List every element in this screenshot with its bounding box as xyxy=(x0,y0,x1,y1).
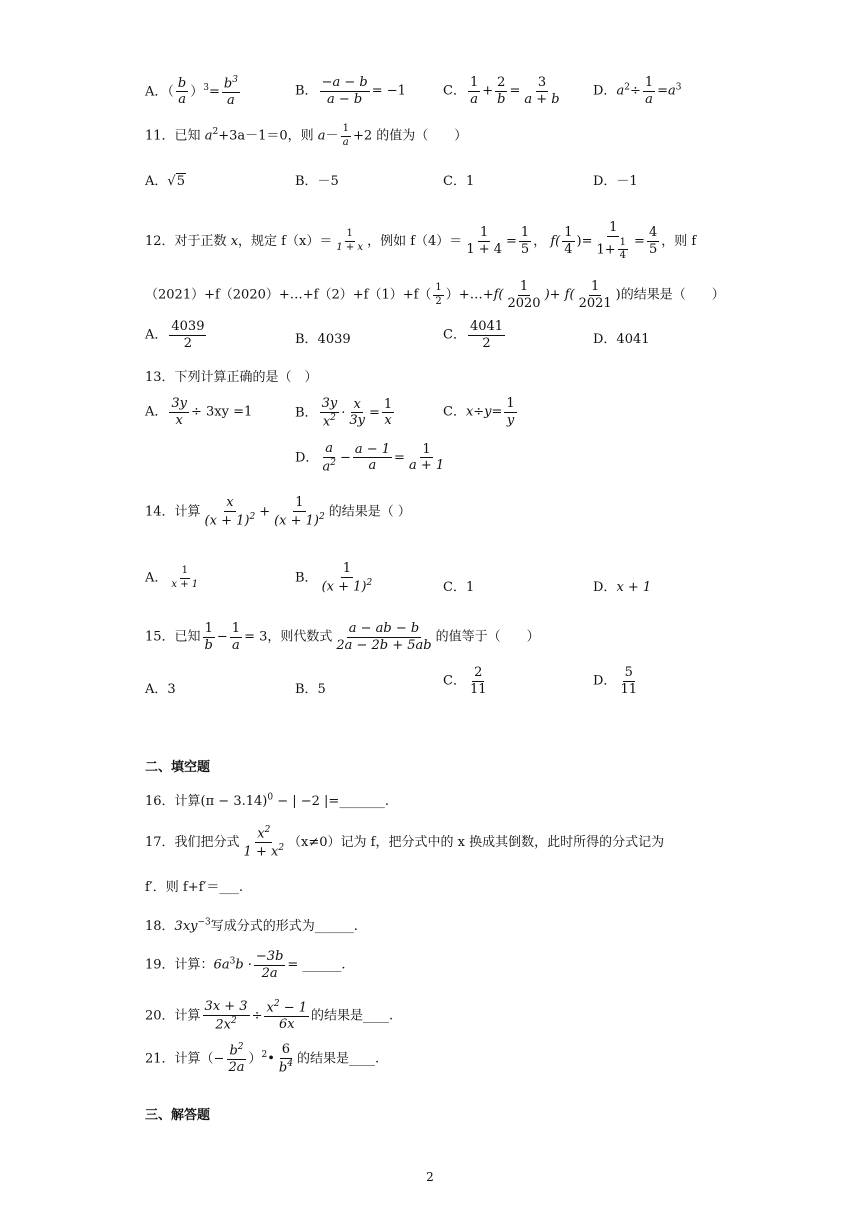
q12-stem: 12．对于正数 x，规定 f（x）＝ $\frac{1}{1 + x}$ ，例如 f（4）＝ $\frac{1}{1 + 4}$ = $\frac{1}{5}$ ， f( $\frac{1}{4}$ )= 1 1+ $\frac{1}{4}$ = $\frac{4}{5}$ ，则 f xyxy=(145,220,697,262)
q13-stem: 13．下列计算正确的是（ ） xyxy=(145,370,318,385)
section-title-fill-in: 二、填空题 xyxy=(145,760,211,775)
q13-option-a: A． $\frac{3y}{x}$ ÷ 3xy =1 xyxy=(145,396,253,428)
q11-option-a: A．√5 xyxy=(145,174,185,189)
q12-option-c: C． $\frac{4041}{2}$ xyxy=(443,319,504,351)
q13-option-b: B． $\frac{3y}{x^2}$ · $\frac{x}{3y}$ = $\frac{1}{x}$ xyxy=(295,396,393,429)
page-number: 2 xyxy=(426,1170,434,1184)
q11-option-d: D．－1 xyxy=(593,174,638,189)
q10-option-c: C． $\frac{1}{a}$ + $\frac{2}{b}$ = $\frac{3}{a + b}$ xyxy=(443,75,560,107)
q13-option-d: D． $\frac{a}{a^2}$ − $\frac{a - 1}{a}$ = $\frac{1}{a + 1}$ xyxy=(295,441,445,474)
q12-stem-line2: （2021）+f（2020）+…+f（2）+f（1）+f（ $\frac{1}{2}$ ）+…+f( $\frac{1}{2020}$ )+ f( $\frac{1}{2021}$ )的结果是（ ） xyxy=(145,279,725,311)
q14-stem: 14．计算 $\frac{x}{(x + 1)^2}$ + $\frac{1}{(x + 1)^2}$ 的结果是（ ） xyxy=(145,495,411,528)
q15-option-d: D． $\frac{5}{11}$ xyxy=(593,665,637,697)
q14-option-d: D．x + 1 xyxy=(593,580,652,595)
q10-option-d: D．$a^2\div$ $\frac{1}{a}$ $=a^3$ xyxy=(593,75,682,107)
q15-option-c: C． $\frac{2}{11}$ xyxy=(443,665,487,697)
q18: 18．$3xy^{-3}$写成分式的形式为______. xyxy=(145,917,358,934)
q17-line2: f′．则 f+f′＝___. xyxy=(145,880,243,895)
q11-option-b: B．－5 xyxy=(295,174,339,189)
q12-option-d: D．4041 xyxy=(593,332,650,347)
q10-option-a: A．（ $\frac{b}{a}$ ）$^3$= $\frac{b^3}{a}$ xyxy=(145,75,238,108)
q16: 16．计算$(\pi - 3.14)^0$ − | −2 |=_______. xyxy=(145,792,389,809)
q14-option-b: B． $\frac{1}{(x + 1)^2}$ xyxy=(295,561,373,594)
q15-option-a: A．3 xyxy=(145,682,176,697)
q20: 20．计算 $\frac{3x + 3}{2x^2}$ ÷ $\frac{x^2 - 1}{6x}$ 的结果是____. xyxy=(145,999,394,1032)
q15-stem: 15．已知 $\frac{1}{b}$ − $\frac{1}{a}$ = 3，则代数式 $\frac{a - ab - b}{2a - 2b + 5ab}$ 的值等于（ ） xyxy=(145,621,540,653)
q21: 21．计算（− $\frac{b^2}{2a}$ ）$^2$• $\frac{6}{b^4}$ 的结果是____. xyxy=(145,1042,380,1075)
q12-option-b: B．4039 xyxy=(295,332,351,347)
q12-option-a: A． $\frac{4039}{2}$ xyxy=(145,319,205,351)
q17: 17．我们把分式 $\frac{x^2}{1 + x^2}$ （x≠0）记为 f，把分式中的 x 换成其倒数，此时所得的分式记为 xyxy=(145,825,665,860)
q11-option-c: C．1 xyxy=(443,174,475,189)
q14-option-a: A． $\frac{1}{x + 1}$ xyxy=(145,565,199,590)
q11-stem: 11．已知 $a^2+3a-1=0$，则 a－ $\frac{1}{a}$ +2 的值为（ ） xyxy=(145,123,468,148)
q19: 19．计算：$6a^3b$ · $\frac{-3b}{2a}$ = ______. xyxy=(145,949,346,981)
q10-option-b: B． $\frac{-a - b}{a - b}$ = −1 xyxy=(295,75,406,107)
q13-option-c: C．x÷y= $\frac{1}{y}$ xyxy=(443,396,515,428)
q14-option-c: C．1 xyxy=(443,580,475,595)
section-title-solutions: 三、解答题 xyxy=(145,1108,211,1123)
q15-option-b: B．5 xyxy=(295,682,326,697)
